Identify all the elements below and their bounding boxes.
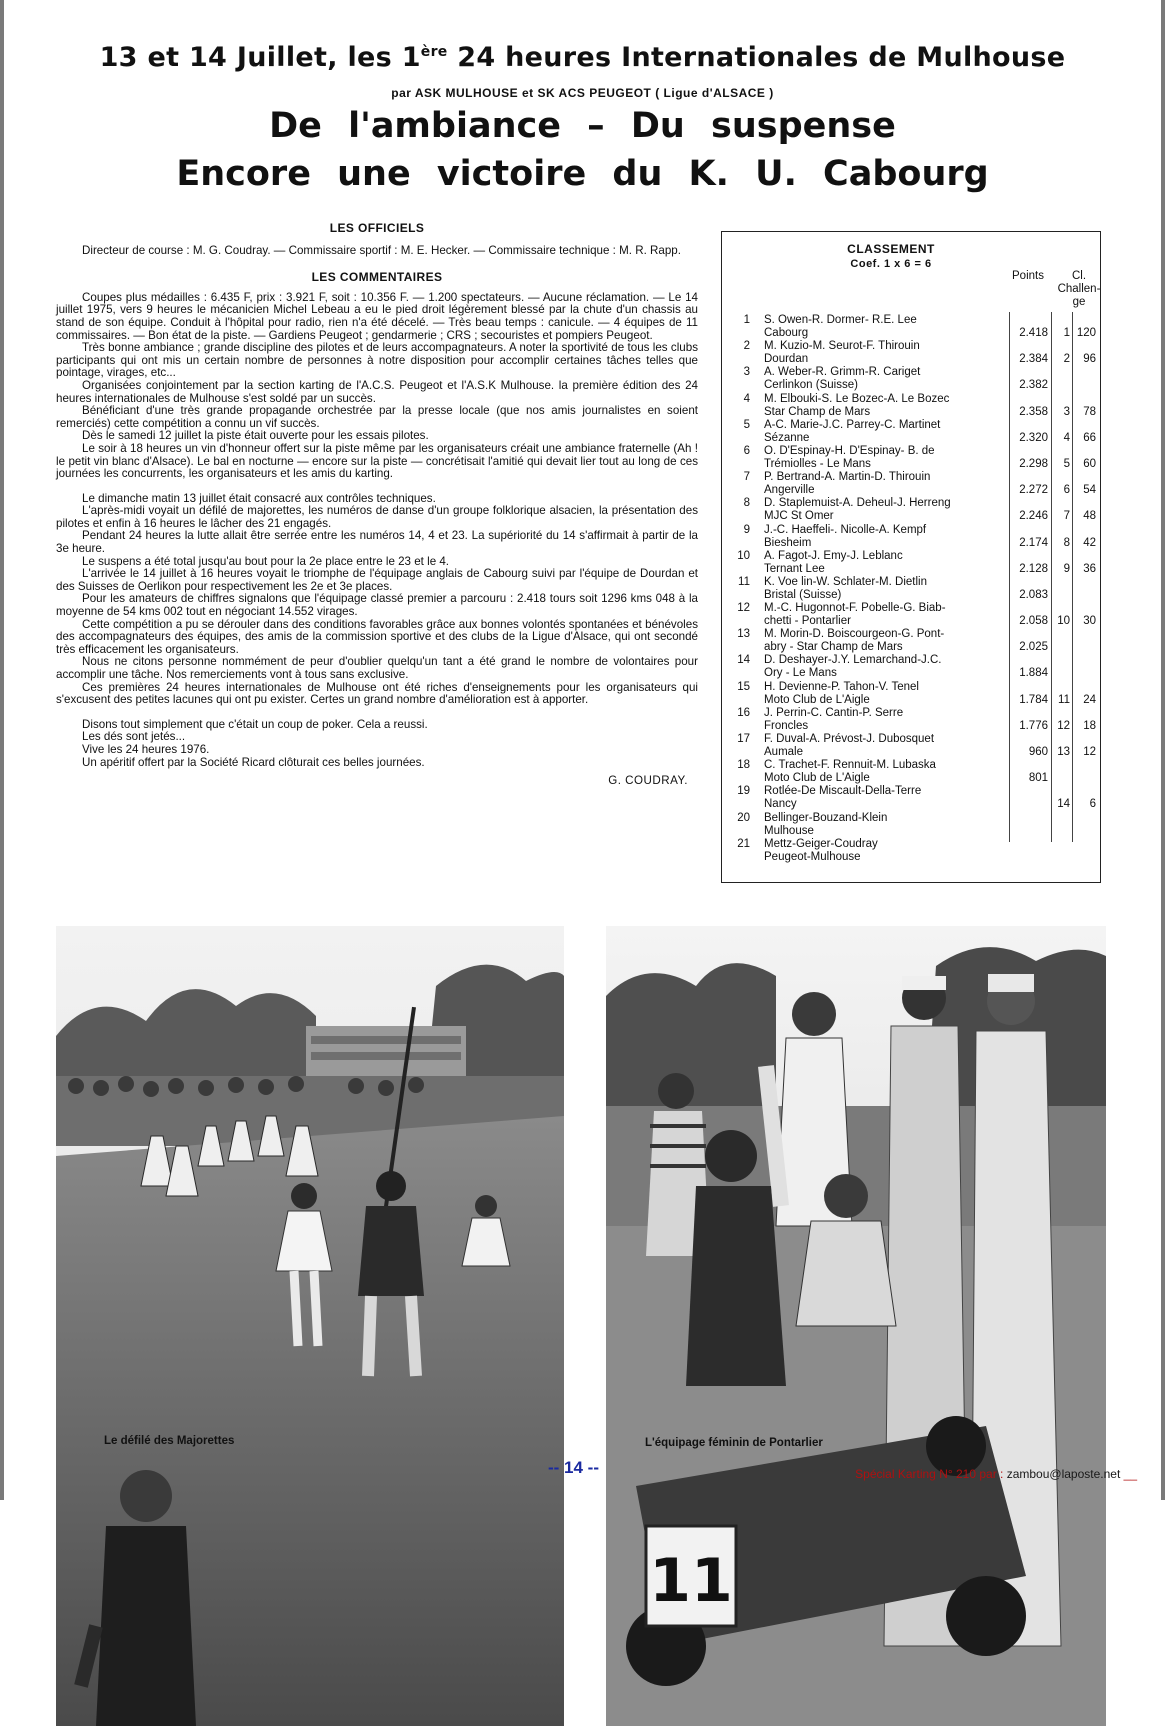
team-club: Cabourg xyxy=(764,327,809,339)
team-club: Nancy xyxy=(764,798,797,811)
classement-row xyxy=(722,812,1100,838)
article-paragraph: L'après-midi voyait un défilé de majorettes, les numéros de danse d'un groupe folklorique alsacien, la présentation des pilotes et enfin à 16 heures le lâcher des 21 engagés. xyxy=(56,504,698,530)
team-club: Cerlinkon (Suisse) xyxy=(764,379,858,392)
article-paragraph: Vive les 24 heures 1976. xyxy=(82,742,210,756)
classement-row xyxy=(722,785,1100,811)
classement-headers xyxy=(722,270,1100,314)
team-club: Peugeot-Mulhouse xyxy=(764,850,861,863)
team-names xyxy=(764,471,1008,497)
team-points: 2.418 xyxy=(1019,327,1048,339)
team-drivers: Bellinger-Bouzand-Klein xyxy=(764,811,888,824)
classement-row xyxy=(722,602,1100,628)
team-names xyxy=(764,550,1008,576)
classement-row xyxy=(722,445,1100,471)
challenge-rank: 3 xyxy=(1063,405,1070,418)
team-points: 2.128 xyxy=(1019,562,1048,575)
kart-number: 11 xyxy=(649,1546,733,1616)
team-names xyxy=(764,419,1008,445)
team-club: Mulhouse xyxy=(764,824,814,837)
team-club: Ory - Le Mans xyxy=(764,667,837,680)
team-club: Star Champ de Mars xyxy=(764,405,871,418)
title-text-end: 24 heures Internationales de Mulhouse xyxy=(447,42,1066,73)
classement-row xyxy=(722,576,1100,602)
rank-number: 20 xyxy=(737,811,750,824)
classement-row xyxy=(722,733,1100,759)
team-points: 1.784 xyxy=(1019,693,1048,706)
rank-number: 2 xyxy=(743,340,750,353)
article-paragraph: Organisées conjointement par la section karting de l'A.C.S. Peugeot et l'A.S.K Mulhouse. la première édition des 24 heures internationales de Mulhouse s'est soldé par un succès. xyxy=(56,378,698,405)
page-number: -- 14 -- xyxy=(548,1458,599,1477)
challenge-rank: 8 xyxy=(1063,536,1070,549)
byline: par ASK MULHOUSE et SK ACS PEUGEOT ( Ligue d'ALSACE ) xyxy=(391,86,774,100)
article-paragraph: Ces premières 24 heures internationales de Mulhouse ont été riches d'enseignements pour les organisateurs qui s'excusent des petites lacunes qui ont pu exister. Certes un grand nombre d'amélioration est à apporter. xyxy=(56,680,698,707)
team-names xyxy=(764,733,1008,759)
closing-block xyxy=(56,719,698,769)
classement-row xyxy=(722,628,1100,654)
challenge-rank: 6 xyxy=(1063,484,1070,497)
classement-row xyxy=(722,838,1100,864)
team-drivers: Rotlée-De Miscault-Della-Terre xyxy=(764,785,922,798)
team-club: MJC St Omer xyxy=(764,510,834,523)
team-drivers: H. Devienne-P. Tahon-V. Tenel xyxy=(764,680,919,693)
photo-majorettes-image xyxy=(56,926,564,1726)
team-club: Moto Club de L'Aigle xyxy=(764,772,870,785)
classement-row xyxy=(722,419,1100,445)
header-points: Points xyxy=(1012,270,1044,282)
team-names xyxy=(764,759,1008,785)
challenge-rank: 12 xyxy=(1057,719,1070,732)
classement-row xyxy=(722,550,1100,576)
team-club: Ternant Lee xyxy=(764,562,825,575)
team-club: Angerville xyxy=(764,484,815,497)
team-points: 1.884 xyxy=(1019,667,1048,680)
challenge-points: 66 xyxy=(1083,431,1096,444)
challenge-points: 6 xyxy=(1089,798,1096,811)
team-drivers: M. Elbouki-S. Le Bozec-A. Le Bozec xyxy=(764,392,950,405)
article-paragraph: Nous ne citons personne nommément de peur d'oublier quelqu'un tant a été grand le nombre de volontaires pour accomplir une tâche. Nos remerciements vont à tous sans exclusive. xyxy=(56,655,698,681)
rank-number: 9 xyxy=(743,523,750,536)
challenge-rank: 4 xyxy=(1063,431,1070,444)
team-drivers: M. Morin-D. Boiscourgeon-G. Pont- xyxy=(764,628,945,641)
team-names xyxy=(764,628,1008,654)
rank-number: 16 xyxy=(737,706,750,719)
signature: G. COUDRAY. xyxy=(608,774,688,788)
footer-trail: __ xyxy=(1123,1467,1137,1481)
challenge-points: 60 xyxy=(1083,457,1096,470)
rank-number: 1 xyxy=(743,314,750,326)
team-points: 801 xyxy=(1028,772,1048,785)
challenge-points: 42 xyxy=(1083,536,1096,549)
challenge-points: 96 xyxy=(1083,353,1096,366)
challenge-rank: 10 xyxy=(1057,615,1070,628)
team-points: 2.174 xyxy=(1019,536,1048,549)
team-drivers: O. D'Espinay-H. D'Espinay- B. de xyxy=(764,444,935,457)
officiels-heading: LES OFFICIELS xyxy=(329,221,425,235)
team-drivers: A. Weber-R. Grimm-R. Cariget xyxy=(764,366,921,379)
team-names xyxy=(764,576,1008,602)
team-points: 960 xyxy=(1028,746,1048,758)
team-names xyxy=(764,340,1008,366)
team-drivers: M.-C. Hugonnot-F. Pobelle-G. Biab- xyxy=(764,602,946,615)
challenge-points: 30 xyxy=(1083,615,1096,628)
team-names xyxy=(764,681,1008,707)
challenge-rank: 1 xyxy=(1063,327,1070,339)
team-names xyxy=(764,707,1008,733)
article-paragraph: Les dés sont jetés... xyxy=(82,730,186,744)
challenge-points: 78 xyxy=(1083,405,1096,418)
team-drivers: C. Trachet-F. Rennuit-M. Lubaska xyxy=(764,759,936,772)
article-paragraph: Pour les amateurs de chiffres signalons que l'équipage classé premier a parcouru : 2.418 tours soit 1296 kms 048 à la moyenne de 54 kms 002 tout en négociant 14.552 virages. xyxy=(56,592,698,619)
article-paragraph: Très bonne ambiance ; grande discipline des pilotes et de leurs accompagnateurs. A noter la sportivité de tous les clubs participants qui ont mis un certain nombre de personnes à notre disposition pour accomplir certaines tâches telles que pointage, virages, etc... xyxy=(56,341,698,380)
team-points: 2.083 xyxy=(1019,588,1048,601)
challenge-points: 48 xyxy=(1083,510,1096,523)
page-edge-left xyxy=(0,0,4,1500)
commentaires-block-2 xyxy=(56,493,698,707)
team-names xyxy=(764,524,1008,550)
team-drivers: J. Perrin-C. Cantin-P. Serre xyxy=(764,706,904,719)
challenge-points: 36 xyxy=(1083,562,1096,575)
officiels-text: Directeur de course : M. G. Coudray. — Commissaire sportif : M. E. Hecker. — Commissaire technique : M. R. Rapp. xyxy=(82,243,681,257)
team-club: abry - Star Champ de Mars xyxy=(764,641,903,654)
classement-row xyxy=(722,759,1100,785)
article-paragraph: Coupes plus médailles : 6.435 F, prix : 3.921 F, soit : 10.356 F. — 1.200 spectateurs. — Aucune réclamation. — Le 14 juillet 1975, vers 9 heures le mécanicien Michel Lebeau a eu le pied droit légèrement blessé par la chute d'un chassis au stand de son équipe. Conduit à l'hôpital pour radio, rien n'a été décelé. — Très beau temps : canicule. — 4 équipes de 11 commissaires. — Bon état de la piste. — Gardiens Peugeot ; gendarmerie ; CRS ; secouristes et pompiers Peugeot. xyxy=(56,290,698,342)
article-paragraph: Cette compétition a pu se dérouler dans des conditions favorables grâce aux bonnes volontés spontanées et bénévoles des accompagnateurs des équipes, des amis de la commission sportive et des clubs de la Ligue d'Alsace, qui ont secondé très efficacement les organisateurs. xyxy=(56,617,698,656)
team-drivers: F. Duval-A. Prévost-J. Dubosquet xyxy=(764,733,935,745)
team-points: 1.776 xyxy=(1019,719,1048,732)
classement-row xyxy=(722,681,1100,707)
team-drivers: M. Kuzio-M. Seurot-F. Thirouin xyxy=(764,340,920,353)
challenge-points: 120 xyxy=(1076,327,1096,339)
header-challenge-1: Cl. xyxy=(1071,270,1087,282)
challenge-points: 18 xyxy=(1083,719,1096,732)
article-paragraph: Le suspens a été total jusqu'au bout pour la 2e place entre le 23 et le 4. xyxy=(82,554,450,568)
team-club: chetti - Pontarlier xyxy=(764,615,851,628)
rank-number: 17 xyxy=(737,733,750,745)
rank-number: 21 xyxy=(737,837,750,850)
classement-box xyxy=(721,231,1101,883)
rank-number: 8 xyxy=(743,497,750,510)
caption-majorettes: Le défilé des Majorettes xyxy=(104,1435,235,1447)
rank-number: 3 xyxy=(743,366,750,379)
team-points: 2.320 xyxy=(1019,431,1048,444)
classement-row xyxy=(722,314,1100,340)
team-names xyxy=(764,366,1008,392)
challenge-rank: 2 xyxy=(1063,353,1070,366)
page-edge-right xyxy=(1161,0,1165,1500)
team-points: 2.358 xyxy=(1019,405,1048,418)
challenge-rank: 9 xyxy=(1063,562,1070,575)
rank-number: 14 xyxy=(737,654,750,667)
classement-row xyxy=(722,340,1100,366)
commentaires-heading: LES COMMENTAIRES xyxy=(311,270,443,285)
article-paragraph: Bénéficiant d'une très grande propagande orchestrée par la presse locale (que nos amis journalistes en soient remerciés) cette compétition a connu un vif succès. xyxy=(56,404,698,430)
team-points: 2.382 xyxy=(1019,379,1048,392)
team-names xyxy=(764,393,1008,419)
team-drivers: A. Fagot-J. Emy-J. Leblanc xyxy=(764,549,903,562)
challenge-rank: 14 xyxy=(1057,798,1070,811)
classement-row xyxy=(722,471,1100,497)
article-paragraph: Le dimanche matin 13 juillet était consacré aux contrôles techniques. xyxy=(82,491,436,505)
photo-equipage xyxy=(606,926,1106,1726)
rank-number: 6 xyxy=(743,444,750,457)
title-text: 13 et 14 Juillet, les 1 xyxy=(99,42,421,73)
classement-row xyxy=(722,393,1100,419)
headline-1: De l'ambiance – Du suspense xyxy=(269,106,896,146)
team-club: Froncles xyxy=(764,719,809,732)
classement-row xyxy=(722,497,1100,523)
article-paragraph: L'arrivée le 14 juillet à 16 heures voyait le triomphe de l'équipage anglais de Cabourg suivi par l'équipe de Dourdan et des Suisses de Oerlikon pour respectivement les 2e et 3e places. xyxy=(56,567,698,593)
team-points: 2.246 xyxy=(1019,510,1048,523)
team-points: 2.384 xyxy=(1019,353,1048,366)
rank-number: 7 xyxy=(743,471,750,484)
article-paragraph: Pendant 24 heures la lutte allait être serrée entre les numéros 14, 4 et 23. La supériorité du 14 s'affirmait à partir de la 3e heure. xyxy=(56,529,698,556)
team-points: 2.298 xyxy=(1019,457,1048,470)
classement-row xyxy=(722,707,1100,733)
team-names xyxy=(764,838,1008,864)
team-drivers: D. Deshayer-J.Y. Lemarchand-J.C. xyxy=(764,654,942,667)
rank-number: 18 xyxy=(737,759,750,772)
challenge-points: 12 xyxy=(1083,746,1096,758)
team-drivers: A-C. Marie-J.C. Parrey-C. Martinet xyxy=(764,418,941,431)
team-club: Sézanne xyxy=(764,431,810,444)
rank-number: 13 xyxy=(737,628,750,641)
team-names xyxy=(764,812,1008,838)
team-points: 2.025 xyxy=(1019,641,1048,654)
team-club: Dourdan xyxy=(764,353,809,366)
page-title xyxy=(30,42,1135,73)
header-challenge-3: ge xyxy=(1072,296,1086,308)
team-names xyxy=(764,445,1008,471)
footer-source: Spécial Karting N° 210 par : xyxy=(855,1467,1004,1481)
photo-majorettes xyxy=(56,926,564,1726)
classement-coef: Coef. 1 x 6 = 6 xyxy=(850,258,932,270)
title-superscript: ère xyxy=(420,44,448,60)
footer-credit xyxy=(855,1467,1137,1481)
team-names xyxy=(764,654,1008,680)
challenge-points: 54 xyxy=(1083,484,1096,497)
challenge-rank: 7 xyxy=(1063,510,1070,523)
team-club: Aumale xyxy=(764,746,803,758)
article-paragraph: Dès le samedi 12 juillet la piste était ouverte pour les essais pilotes. xyxy=(82,429,429,443)
team-drivers: S. Owen-R. Dormer- R.E. Lee xyxy=(764,314,917,326)
team-names xyxy=(764,497,1008,523)
challenge-rank: 11 xyxy=(1058,693,1070,706)
footer-email[interactable]: zambou@laposte.net xyxy=(1006,1467,1121,1481)
article-paragraph: Le soir à 18 heures un vin d'honneur offert sur la piste même par les organisateurs créait une ambiance fraternelle (Ah ! le petit vin blanc d'Alsace). Le bal en nocturne — encore sur la piste — concrétisait l'amitié qui devait lier tout au long de ces journées les concurrents, les organisateurs et les amis du karting. xyxy=(56,441,698,481)
rank-number: 5 xyxy=(743,418,750,431)
team-club: Bristal (Suisse) xyxy=(764,588,842,601)
team-drivers: K. Voe lin-W. Schlater-M. Dietlin xyxy=(764,575,927,588)
header-challenge xyxy=(1054,270,1104,309)
team-points: 2.058 xyxy=(1019,615,1048,628)
team-drivers: J.-C. Haeffeli-. Nicolle-A. Kempf xyxy=(764,523,927,536)
photo-equipage-image xyxy=(606,926,1106,1726)
rank-number: 15 xyxy=(737,680,750,693)
challenge-points: 24 xyxy=(1083,693,1096,706)
team-drivers: D. Staplemuist-A. Deheul-J. Herreng xyxy=(764,497,951,510)
commentaires-block-1 xyxy=(56,292,698,481)
rank-number: 4 xyxy=(743,392,750,405)
team-club: Biesheim xyxy=(764,536,812,549)
article-body xyxy=(56,222,698,788)
rank-number: 19 xyxy=(737,785,750,798)
article-paragraph: Disons tout simplement que c'était un coup de poker. Cela a reussi. xyxy=(82,717,428,731)
header-challenge-2: Challen- xyxy=(1057,283,1101,295)
classement-row xyxy=(722,654,1100,680)
team-club: Moto Club de L'Aigle xyxy=(764,693,870,706)
classement-title: CLASSEMENT xyxy=(847,242,935,256)
team-club: Trémiolles - Le Mans xyxy=(764,457,871,470)
challenge-rank: 5 xyxy=(1063,457,1070,470)
rank-number: 12 xyxy=(737,602,750,615)
team-drivers: Mettz-Geiger-Coudray xyxy=(764,837,878,850)
team-points: 2.272 xyxy=(1019,484,1048,497)
rank-number: 10 xyxy=(737,549,750,562)
classement-row xyxy=(722,366,1100,392)
team-names xyxy=(764,314,1008,340)
caption-equipage: L'équipage féminin de Pontarlier xyxy=(645,1437,823,1449)
classement-row xyxy=(722,524,1100,550)
team-drivers: P. Bertrand-A. Martin-D. Thirouin xyxy=(764,471,931,484)
rank-number: 11 xyxy=(738,575,750,588)
headline-2: Encore une victoire du K. U. Cabourg xyxy=(176,154,989,194)
team-names xyxy=(764,602,1008,628)
classement-rows xyxy=(722,314,1100,864)
team-names xyxy=(764,785,1008,811)
challenge-rank: 13 xyxy=(1057,746,1070,758)
article-paragraph: Un apéritif offert par la Société Ricard clôturait ces belles journées. xyxy=(82,755,425,769)
